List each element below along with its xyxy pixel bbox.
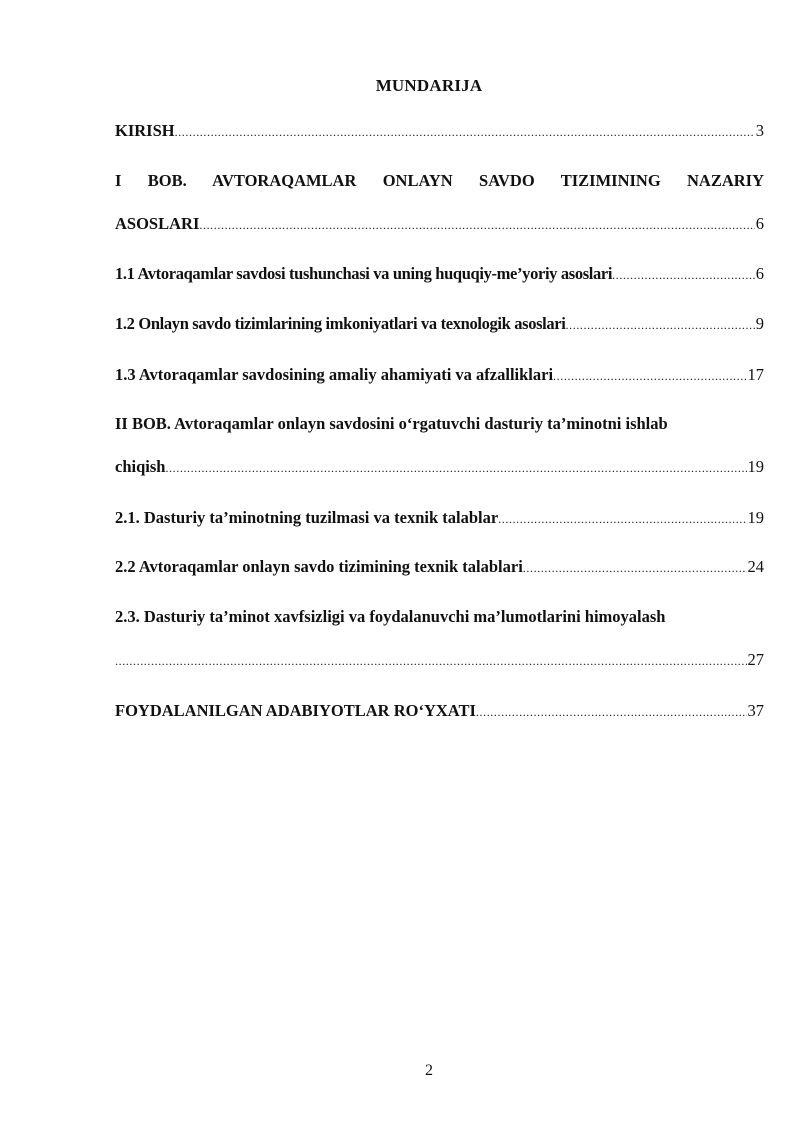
dot-leader — [476, 700, 747, 724]
toc-entry-page: 6 — [755, 264, 764, 283]
toc-entry-label: 2.2 Avtoraqamlar onlayn savdo tizimining texnik talablari — [115, 557, 523, 576]
toc-entry-label: 2.3. Dasturiy ta’minot xavfsizligi va foydalanuvchi ma’lumotlarini himoyalash — [115, 607, 666, 626]
toc-entry-label: FOYDALANILGAN ADABIYOTLAR RO‘YXATI — [115, 701, 476, 720]
toc-entry-chapter-2-line-1[interactable] — [115, 412, 764, 436]
toc-entry-section-2-3-line-2[interactable] — [115, 648, 764, 672]
toc-entry-section-2-3-line-1[interactable] — [115, 605, 764, 629]
toc-entry-label: chiqish — [115, 457, 166, 476]
toc-entry-label: I BOB. AVTORAQAMLAR ONLAYN SAVDO TIZIMINING NAZARIY — [115, 171, 764, 190]
dot-leader — [199, 213, 754, 237]
toc-entry-label: 2.1. Dasturiy ta’minotning tuzilmasi va texnik talablar — [115, 508, 499, 527]
toc-entry-bibliography[interactable] — [115, 699, 764, 723]
dot-leader — [612, 263, 755, 287]
toc-entry-kirish[interactable] — [115, 119, 764, 143]
toc-entry-page: 17 — [747, 365, 764, 384]
dot-leader — [566, 313, 755, 337]
toc-entry-page: 37 — [747, 701, 764, 720]
dot-leader — [498, 507, 746, 531]
toc-entry-label: II BOB. Avtoraqamlar onlayn savdosini o‘rgatuvchi dasturiy ta’minotni ishlab — [115, 414, 668, 433]
toc-entry-section-2-1[interactable] — [115, 506, 764, 530]
toc-entry-label: KIRISH — [115, 121, 175, 140]
toc-entry-page: 19 — [747, 508, 764, 527]
dot-leader — [523, 556, 747, 580]
toc-entry-chapter-1-line-1[interactable] — [115, 169, 764, 193]
toc-entry-page: 19 — [747, 457, 764, 476]
toc-entry-section-1-2[interactable] — [115, 312, 764, 336]
toc-entry-chapter-2-line-2[interactable] — [115, 455, 764, 479]
dot-leader — [553, 364, 746, 388]
toc-entry-label: ASOSLARI — [115, 214, 200, 233]
toc-entry-page: 27 — [747, 650, 764, 669]
toc-entry-section-1-3[interactable] — [115, 363, 764, 387]
dot-leader — [165, 456, 746, 480]
toc-entry-label: 1.3 Avtoraqamlar savdosining amaliy ahamiyati va afzalliklari — [115, 365, 554, 384]
toc-entry-section-1-1[interactable] — [115, 262, 764, 286]
page-title: MUNDARIJA — [375, 76, 483, 95]
toc-entry-section-2-2[interactable] — [115, 555, 764, 579]
toc-entry-page: 3 — [755, 121, 764, 140]
page-number: 2 — [425, 1062, 433, 1079]
toc-entry-page: 6 — [755, 214, 764, 233]
dot-leader — [175, 120, 755, 144]
toc-entry-page: 24 — [747, 557, 764, 576]
toc-entry-label: 1.1 Avtoraqamlar savdosi tushunchasi va uning huquqiy-me’yoriy asoslari — [115, 264, 613, 283]
toc-entry-chapter-1-line-2[interactable] — [115, 212, 764, 236]
toc-entry-label: 1.2 Onlayn savdo tizimlarining imkoniyatlari va texnologik asoslari — [115, 314, 566, 333]
toc-entry-page: 9 — [755, 314, 764, 333]
dot-leader — [115, 649, 747, 673]
